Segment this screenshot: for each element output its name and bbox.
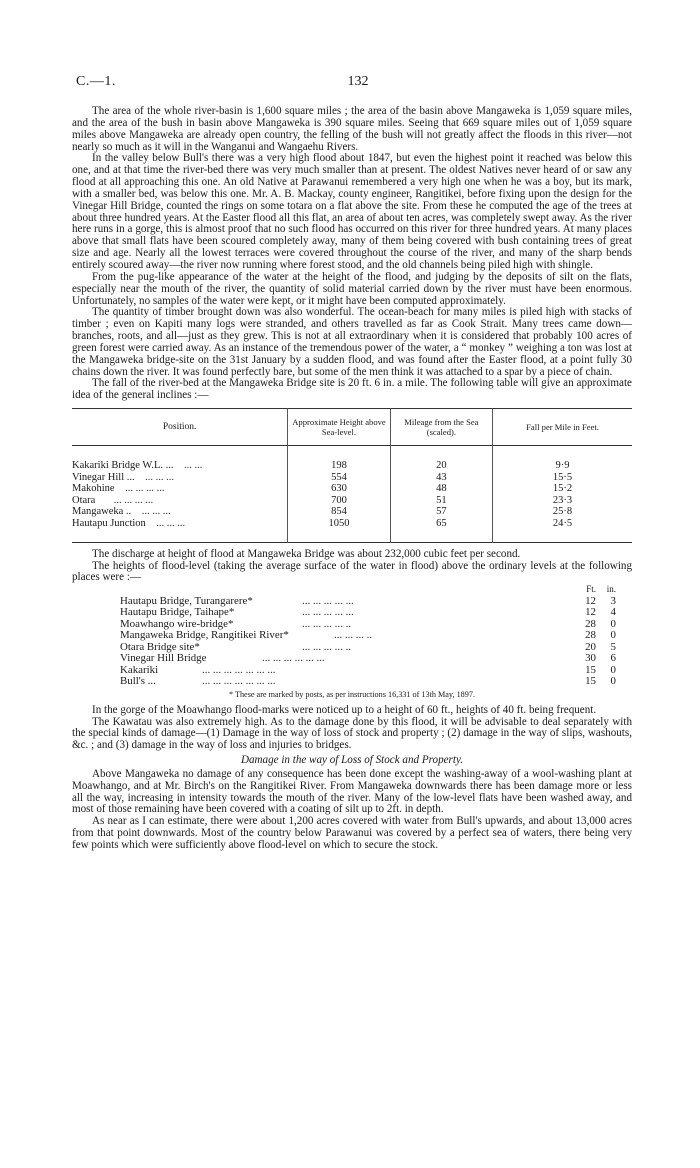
document-body [72,106,632,852]
paragraph-river-fall: The fall of the river-bed at the Mangaweka Bridge site is 20 ft. 6 in. a mile. The following table will give an approximate idea of the general inclines :— [72,377,632,402]
leader-dots: ... ... ... .. [334,629,373,642]
inches-value: 0 [610,629,616,642]
feet-value: 20 [585,640,596,653]
feet-value: 12 [585,594,596,607]
position-name: Vinegar Hill ... [72,471,135,483]
height-column [288,446,390,543]
paragraph-damage-above-mangaweka: Above Mangaweka no damage of any consequence has been done except the washing-away of a wool-washing plant at Moawhango, and at Mr. Birch's on the Rangitikei River. From Mangaweka downwards there has been damage more or less all the way, increasing in intensity towards the mouth of the river. Many of the low-level flats have been washed away, and most of those remaining have been covered with a coating of silt up to 2ft. in depth. [72,767,632,816]
list-item [72,607,632,619]
paragraph-discharge: The discharge at height of flood at Mangaweka Bridge was about 232,000 cubic feet per second. [92,547,521,560]
inches-value: 6 [610,652,616,665]
section-subheading: Damage in the way of Loss of Stock and Property. [240,754,464,767]
inclines-header-row [72,409,632,446]
feet-value: 15 [585,675,596,688]
feet-value: 28 [585,629,596,642]
list-item [72,665,632,677]
leader-dots: ... ... ... ... ... [302,606,354,619]
paragraph-acres-covered: As near as I can estimate, there were about 1,200 acres covered with water from Bull's upwards, and about 13,000 acres from that point downwards. Most of the country below Parawanui was covered by a perfect sea of waters, there being very few points which were sufficiently above flood-level on which to secure the stock. [72,815,632,851]
inches-value: 0 [610,617,616,630]
leader-dots: ... ... ... ... [113,494,154,506]
mileage-value: 20 [436,460,447,472]
unit-inches: in. [606,584,616,595]
leader-dots: ... ... ... ... .. [302,617,352,630]
inches-value: 5 [610,640,616,653]
mileage-value: 65 [436,518,447,530]
inclines-body-row [72,446,632,543]
place-name: Bull's ... [120,675,156,688]
feet-value: 30 [585,652,596,665]
paragraph-flood-heights: The heights of flood-level (taking the average surface of the water in flood) above the ordinary levels at the following places were :— [72,559,632,584]
fall-column [493,446,632,543]
mileage-value: 48 [436,483,447,495]
leader-dots: ... ... ... [141,506,171,518]
height-value: 554 [331,471,347,483]
mileage-column [390,446,492,543]
header-position: Position. [162,422,197,433]
place-name: Hautapu Bridge, Turangarere* [120,594,253,607]
table-row [72,472,287,484]
place-name: Moawhango wire-bridge* [120,617,234,630]
leader-dots: ... ... ... ... ... ... [262,652,325,665]
fall-value: 25·8 [552,506,573,518]
height-value: 700 [331,494,347,506]
mileage-value: 51 [436,494,447,506]
flood-levels-units [72,584,632,596]
position-name: Kakariki Bridge W.L. ... [72,460,174,472]
fall-value: 9·9 [555,460,570,472]
parliamentary-paper-code: C.—1. [76,74,116,89]
leader-dots: ... ... [183,460,203,472]
flood-levels-list [72,584,632,700]
leader-dots: ... ... ... ... ... [302,594,354,607]
paragraph-river-basin: The area of the whole river-basin is 1,600 square miles ; the area of the basin above Mangaweka is 1,059 square miles, and the area of the bush in basin above Mangaweka is 390 square miles. Seeing that 669 square miles out of 1,059 square miles above Mangaweka are already open country, the felling of the bush will not greatly affect the floods in this river—not nearly so much as it will in the Wanganui and Wangaehu Rivers. [72,105,632,153]
paragraph-timber: The quantity of timber brought down was also wonderful. The ocean-beach for many miles is piled high with stacks of timber ; even on Kapiti many logs were stranded, and others travelled as far as Cook Strait. Many trees came down—branches, roots, and all—just as they grew. This is not at all extraordinary when it is considered that probably 100 acres of green forest were carried away. As an instance of the tremendous power of the water, a “ monkey ” weighing a ton was lost at the Mangaweka bridge-site on the 31st January by a sudden flood, and was found after the Easter flood, at a point fully 30 chains down the river. It was found perfectly bare, but some of the men think it was attached to a spar by a piece of chain. [72,306,632,378]
position-column [72,446,288,543]
place-name: Mangaweka Bridge, Rangitikei River* [120,629,289,642]
unit-feet: Ft. [586,584,596,595]
table-row [72,506,287,518]
height-value: 630 [331,483,347,495]
fall-value: 24·5 [552,518,573,530]
page-number: 132 [347,74,369,89]
leader-dots: ... ... ... [156,518,186,530]
list-item [72,630,632,642]
fall-value: 15·5 [552,471,573,483]
table-row [72,518,287,530]
inclines-table [72,408,632,543]
leader-dots: ... ... ... ... ... ... ... [202,675,276,688]
paragraph-silt-deposits: From the pug-like appearance of the water at the height of the flood, and judging by the deposits of silt on the flats, especially near the mouth of the river, the quantity of solid material carried down by the river must have been enormous. Unfortunately, no samples of the water were kept, or it might have been computed approximately. [72,270,632,307]
table-row [72,483,287,495]
place-name: Otara Bridge site* [120,640,200,653]
place-name: Hautapu Bridge, Taihape* [120,606,235,619]
inches-value: 0 [610,663,616,676]
leader-dots: ... ... ... ... [125,483,165,495]
height-value: 854 [331,506,347,518]
place-name: Vinegar Hill Bridge [120,652,207,665]
table-row [72,460,287,472]
header-mileage: Mileage from the Sea (scaled). [390,409,492,446]
inches-value: 3 [610,594,616,607]
flood-levels-footnote: * These are marked by posts, as per instructions 16,331 of 13th May, 1897. [228,689,476,699]
inches-value: 4 [610,606,616,619]
mileage-value: 57 [436,506,447,518]
leader-dots: ... ... ... ... .. [302,640,352,653]
page-header [76,76,640,92]
inches-value: 0 [610,675,616,688]
feet-value: 28 [585,617,596,630]
leader-dots: ... ... ... [145,471,175,483]
position-name: Otara [72,494,96,506]
place-name: Kakariki [120,663,159,676]
paragraph-moawhango-gorge: In the gorge of the Moawhango flood-marks were noticed up to a height of 60 ft., heights of 40 ft. being frequent. [92,703,597,716]
height-value: 1050 [328,518,350,530]
list-item [72,676,632,688]
header-fall: Fall per Mile in Feet. [493,409,632,446]
position-name: Mangaweka .. [72,506,132,518]
fall-value: 15·2 [552,483,573,495]
paragraph-valley-history: In the valley below Bull's there was a very high flood about 1847, but even the highest point it reached was below this one, and at that time the river-bed there was very much smaller than at present. The oldest Natives never heard of or saw any flood at all approaching this one. An old Native at Parawanui remembered a very high one when he was a boy, but its mark, with a smaller bed, was below this one. Mr. A. B. Mackay, county engineer, Rangitikei, before fixing upon the design for the Vinegar Hill Bridge, counted the rings on some totara on a flat above the site. From these he computed the age of the trees at about three hundred years. At the Easter flood all this flat, an area of about ten acres, was completely swept away. As the river here runs in a gorge, this is almost proof that no such flood has occurred on this river for three hundred years. At many places above that small flats have been scoured completely away, many of them being covered with bush containing trees of great size and age. Nearly all the lowest terraces were covered throughout the course of the river, and many of the sharp bends entirely scoured away—the river now running where forest stood, and the old channels being piled high with shingle. [72,152,632,271]
feet-value: 12 [585,606,596,619]
header-height: Approximate Height above Sea-level. [288,409,390,446]
fall-value: 23·3 [552,494,573,506]
list-item [72,653,632,665]
table-row [72,495,287,507]
leader-dots: ... ... ... ... ... ... ... [202,663,276,676]
paragraph-kawatau: The Kawatau was also extremely high. As to the damage done by this flood, it will be advisable to deal separately with the special kinds of damage—(1) Damage in the way of loss of stock and property ; (2) damage in the way of slips, washouts, &c. ; and (3) damage in the way of loss and injuries to bridges. [72,715,632,752]
position-name: Makohine [72,483,115,495]
mileage-value: 43 [436,471,447,483]
height-value: 198 [331,460,347,472]
position-name: Hautapu Junction [72,518,146,530]
feet-value: 15 [585,663,596,676]
